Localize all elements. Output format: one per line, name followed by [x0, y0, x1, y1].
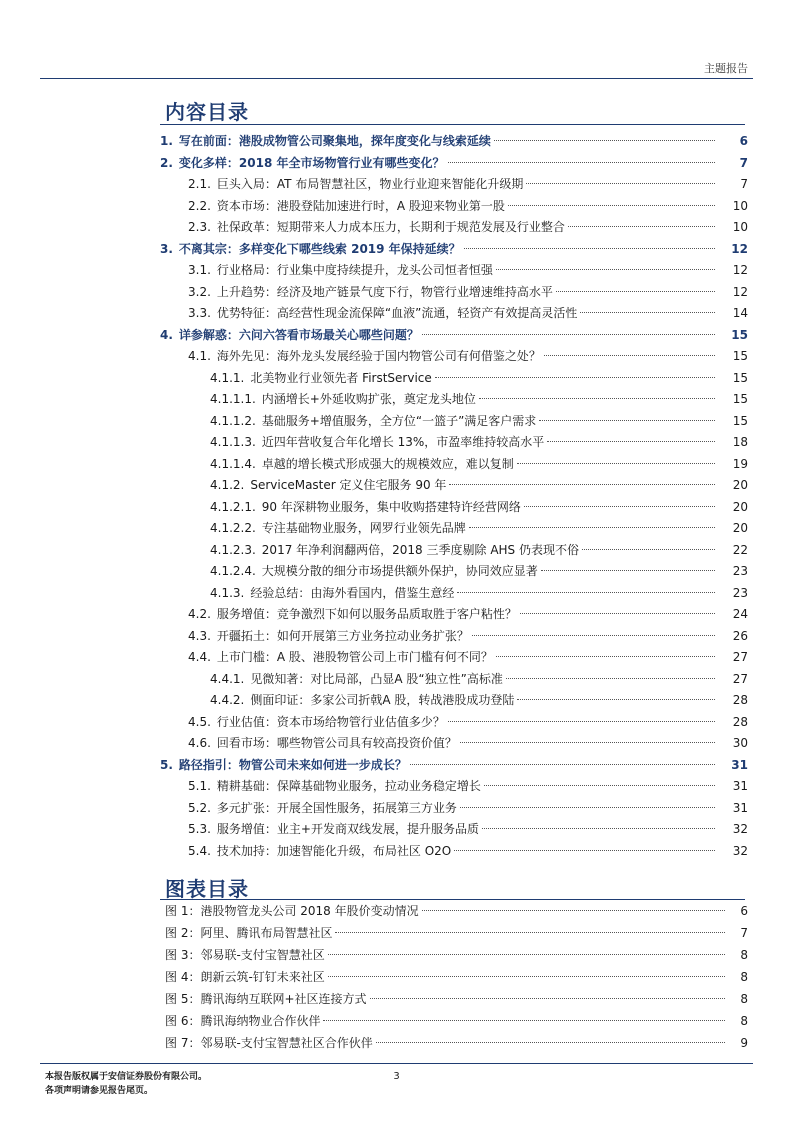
toc-entry-number: 4.1.2.1. [210, 499, 256, 514]
toc-entry-page: 18 [732, 435, 748, 449]
toc-entry-number: 4.1.2.2. [210, 521, 256, 535]
toc-entry-label [160, 239, 461, 261]
toc-title: 内容目录 [165, 100, 249, 124]
toc-entry-number: 4.4.2. [210, 693, 245, 707]
toc-leader-dots [517, 463, 715, 464]
toc-entry-page: 20 [732, 521, 748, 535]
toc-entry-text: 上升趋势：经济及地产链景气度下行，物管行业增速维持高水平 [216, 284, 553, 299]
toc-entry-label [210, 368, 432, 390]
toc-leader-dots [479, 398, 715, 399]
toc-entry-text: 变化多样：2018 年全市场物管行业有哪些变化？ [178, 155, 445, 170]
toc-entry-text: 行业格局：行业集中度持续提升，龙头公司恒者恒强 [216, 263, 493, 277]
toc-entry[interactable] [160, 841, 748, 863]
toc-entry[interactable] [160, 217, 748, 239]
toc-leader-dots [496, 656, 715, 657]
toc-entry-page: 31 [732, 800, 748, 815]
figure-entry-label: 图 5：腾讯海纳互联网+社区连接方式 [165, 992, 367, 1006]
figure-entry-page: 8 [740, 992, 748, 1006]
footer-copyright: 本报告版权属于安信证券股份有限公司。 [45, 1072, 208, 1082]
toc-entry-text: 服务增值：业主+开发商双线发展，提升服务品质 [216, 822, 479, 836]
toc-entry-page: 15 [732, 370, 748, 385]
toc-entry-label [188, 282, 553, 304]
toc-entry-number: 4.1.1. [210, 370, 245, 385]
figure-entry-label: 图 7：邻易联-支付宝智慧社区合作伙伴 [165, 1036, 373, 1050]
toc-leader-dots [526, 183, 715, 184]
toc-entry-number: 4.1.1.1. [210, 392, 256, 406]
toc-leader-dots [539, 420, 715, 421]
toc-entry-number: 4.1.2. [210, 478, 245, 492]
toc-entry-text: 多元扩张：开展全国性服务，拓展第三方业务 [216, 800, 457, 815]
toc-entry-text: 近四年营收复合年化增长 13%，市盈率维持较高水平 [261, 435, 545, 449]
toc-leader-dots [422, 334, 715, 335]
toc-entry[interactable] [160, 561, 748, 583]
toc-entry-page: 10 [732, 220, 748, 234]
toc-leader-dots [469, 527, 715, 528]
toc-entry-label [188, 819, 479, 841]
toc-entry[interactable] [160, 497, 748, 519]
toc-entry-text: 上市门槛：A 股、港股物管公司上市门槛有何不同？ [216, 650, 493, 664]
toc-entry-label [210, 475, 446, 497]
toc-entry[interactable] [160, 755, 748, 777]
header-divider [40, 78, 753, 79]
toc-entry[interactable] [160, 239, 748, 261]
toc-entry[interactable] [160, 583, 748, 605]
toc-entry-number: 4.4. [188, 650, 211, 664]
figure-entry-page: 8 [740, 1014, 748, 1028]
toc-entry-number: 4.1.2.4. [210, 564, 256, 578]
toc-entry-number: 4. [160, 327, 173, 342]
toc-entry-page: 27 [732, 650, 748, 664]
toc-entry-page: 15 [732, 392, 748, 406]
toc-entry-label [188, 174, 523, 196]
footer-divider [40, 1063, 753, 1064]
toc-entry-text: 巨头入局：AT 布局智慧社区，物业行业迎来智能化升级期 [216, 177, 524, 191]
toc-entry-text: 路径指引：物管公司未来如何进一步成长？ [178, 757, 407, 772]
toc-leader-dots [460, 742, 715, 743]
toc-entry-label [188, 346, 541, 368]
toc-title-divider [160, 124, 745, 125]
toc-entry-label [210, 583, 454, 605]
toc-entry-label [210, 518, 466, 540]
toc-entry-page: 15 [731, 327, 748, 342]
toc-entry-label [210, 690, 514, 712]
toc-entry[interactable] [160, 282, 748, 304]
figure-entry[interactable] [165, 922, 748, 944]
toc-entry-number: 4.1.1.2. [210, 413, 256, 428]
toc-entry-label [188, 647, 493, 669]
toc-entry-label [210, 454, 514, 476]
figure-leader-dots [323, 1020, 725, 1021]
toc-entry-number: 3.3. [188, 306, 211, 320]
toc-entry-label [188, 303, 577, 325]
toc-leader-dots [506, 678, 715, 679]
toc-entry[interactable] [160, 174, 748, 196]
figure-leader-dots [370, 998, 725, 999]
figure-leader-dots [328, 976, 725, 977]
toc-entry-page: 26 [732, 628, 748, 643]
toc-entry-number: 4.1.1.4. [210, 456, 256, 471]
toc-entry-label [188, 733, 457, 755]
toc-leader-dots [464, 248, 715, 249]
toc-entry[interactable] [160, 411, 748, 433]
toc-entry[interactable] [160, 303, 748, 325]
toc-entry[interactable] [160, 454, 748, 476]
toc-entry-page: 14 [732, 306, 748, 320]
toc-entry-number: 5.4. [188, 843, 211, 858]
toc-entry[interactable] [160, 432, 748, 454]
toc-entry-page: 27 [732, 671, 748, 686]
toc-entry-text: 技术加持：加速智能化升级，布局社区 O2O [216, 843, 452, 858]
figure-entry-label: 图 4：朗新云筑-钉钉未来社区 [165, 970, 325, 984]
toc-leader-dots [435, 377, 715, 378]
figure-entry-page: 8 [740, 948, 748, 962]
toc-entry[interactable] [160, 196, 748, 218]
toc-entry-text: 卓越的增长模式形成强大的规模效应，难以复制 [261, 456, 514, 471]
toc-entry[interactable] [160, 626, 748, 648]
toc-leader-dots [484, 785, 715, 786]
toc-entry-label [210, 497, 521, 519]
toc-entry-number: 5.2. [188, 800, 211, 815]
figure-entry[interactable] [165, 966, 748, 988]
figure-entry[interactable] [165, 988, 748, 1010]
toc-entry-page: 12 [732, 284, 748, 299]
toc-entry-label [188, 712, 445, 734]
toc-entry[interactable] [160, 819, 748, 841]
toc-leader-dots [544, 355, 715, 356]
toc-leader-dots [541, 570, 715, 571]
toc-entry-page: 20 [732, 478, 748, 492]
toc-entry-page: 24 [732, 607, 748, 621]
toc-entry-page: 12 [732, 263, 748, 277]
toc-entry-page: 10 [732, 198, 748, 213]
toc-entry-text: 侧面印证：多家公司折戟A 股，转战港股成功登陆 [250, 693, 515, 707]
toc-entry-number: 5.1. [188, 779, 211, 793]
toc-entry-number: 4.1. [188, 349, 211, 363]
toc-leader-dots [410, 764, 715, 765]
toc-entry-number: 2.1. [188, 177, 211, 191]
figure-entry-page: 9 [740, 1036, 748, 1050]
figure-leader-dots [376, 1042, 725, 1043]
report-type-label: 主题报告 [704, 62, 748, 75]
toc-entry-number: 4.1.1.3. [210, 435, 256, 449]
toc-entry-label [188, 626, 469, 648]
toc-entry-text: 资本市场：港股登陆加速进行时，A 股迎来物业第一股 [216, 198, 505, 213]
toc-entry-text: 北美物业行业领先者 FirstService [250, 370, 432, 385]
toc-leader-dots [547, 441, 715, 442]
toc-entry-label [160, 755, 407, 777]
toc-entry-text: 见微知著：对比局部，凸显A 股“独立性”高标准 [250, 671, 503, 686]
figure-leader-dots [422, 910, 725, 911]
toc-entry-page: 32 [732, 843, 748, 858]
figure-leader-dots [335, 932, 725, 933]
toc-entry[interactable] [160, 690, 748, 712]
toc-entry[interactable] [160, 647, 748, 669]
toc-entry-number: 2. [160, 155, 173, 170]
toc-entry[interactable] [160, 475, 748, 497]
toc-entry-label [188, 260, 493, 282]
toc-leader-dots [568, 226, 715, 227]
toc-entry[interactable] [160, 798, 748, 820]
toc-entry-number: 3.1. [188, 263, 211, 277]
toc-entry-number: 4.2. [188, 607, 211, 621]
figure-entry[interactable] [165, 900, 748, 922]
toc-entry-number: 4.4.1. [210, 671, 245, 686]
toc-entry[interactable] [160, 733, 748, 755]
toc-entry-number: 4.6. [188, 736, 211, 750]
toc-leader-dots [524, 506, 715, 507]
toc-entry-text: 社保政革：短期带来人力成本压力，长期利于规范发展及行业整合 [216, 220, 565, 234]
toc-entry-text: 2017 年净利润翻两倍，2018 三季度剔除 AHS 仍表现不俗 [261, 542, 579, 557]
toc-entry-text: 不离其宗：多样变化下哪些线索 2019 年保持延续？ [178, 241, 461, 256]
toc-entry-text: 经验总结：由海外看国内，借鉴生意经 [250, 585, 455, 600]
toc-entry-label [210, 561, 538, 583]
toc-leader-dots [494, 140, 715, 141]
footer-notice: 各项声明请参见报告尾页。 [45, 1086, 154, 1096]
toc-entry-page: 19 [732, 456, 748, 471]
toc-entry[interactable] [160, 712, 748, 734]
toc-entry-text: 写在前面：港股成物管公司聚集地，探年度变化与线索延续 [178, 134, 491, 148]
toc-entry-page: 23 [732, 564, 748, 578]
toc-leader-dots [482, 828, 715, 829]
toc-entry-page: 32 [732, 822, 748, 836]
toc-entry-text: 基础服务+增值服务，全方位“一篮子”满足客户需求 [261, 413, 537, 428]
toc-entry-label [210, 389, 476, 411]
toc-entry[interactable] [160, 368, 748, 390]
table-of-contents [160, 131, 748, 862]
toc-entry-page: 30 [732, 736, 748, 750]
toc-entry-number: 5. [160, 757, 173, 772]
toc-entry[interactable] [160, 669, 748, 691]
toc-entry-number: 5.3. [188, 822, 211, 836]
toc-entry-page: 31 [731, 757, 748, 772]
figure-entry-page: 7 [740, 926, 748, 940]
toc-entry-number: 3. [160, 241, 173, 256]
figure-entry-label: 图 1：港股物管龙头公司 2018 年股价变动情况 [165, 904, 419, 918]
toc-entry-text: 大规模分散的细分市场提供额外保护，协同效应显著 [261, 564, 538, 578]
toc-leader-dots [460, 807, 715, 808]
figure-entry-page: 8 [740, 970, 748, 984]
toc-entry-label [160, 325, 419, 347]
toc-entry-number: 4.5. [188, 714, 211, 729]
toc-entry-text: 精耕基础：保障基础物业服务，拉动业务稳定增长 [216, 779, 481, 793]
toc-entry-page: 22 [732, 542, 748, 557]
toc-entry[interactable] [160, 604, 748, 626]
toc-leader-dots [454, 850, 715, 851]
toc-entry-page: 15 [732, 413, 748, 428]
toc-entry-label [210, 411, 536, 433]
toc-entry-label [160, 131, 491, 153]
toc-entry-text: 90 年深耕物业服务，集中收购搭建特许经营网络 [261, 499, 521, 514]
toc-entry-label [188, 604, 517, 626]
figure-entry-label: 图 6：腾讯海纳物业合作伙伴 [165, 1014, 321, 1028]
figure-entry[interactable] [165, 944, 748, 966]
toc-entry-label [188, 776, 481, 798]
toc-leader-dots [472, 635, 715, 636]
toc-entry[interactable] [160, 776, 748, 798]
toc-entry[interactable] [160, 153, 748, 175]
toc-leader-dots [448, 162, 716, 163]
toc-entry-page: 6 [739, 134, 748, 148]
toc-leader-dots [517, 699, 715, 700]
toc-entry-text: 内涵增长+外延收购扩张，奠定龙头地位 [261, 392, 476, 406]
toc-leader-dots [449, 484, 715, 485]
figure-leader-dots [328, 954, 725, 955]
toc-entry[interactable] [160, 131, 748, 153]
toc-entry-page: 28 [732, 693, 748, 707]
toc-entry-page: 12 [731, 241, 748, 256]
toc-entry-text: 服务增值：竞争激烈下如何以服务品质取胜于客户粘性？ [216, 607, 517, 621]
toc-entry-text: 海外先见：海外龙头发展经验于国内物管公司有何借鉴之处？ [216, 349, 541, 363]
toc-entry-text: 专注基础物业服务，网罗行业领先品牌 [261, 521, 466, 535]
figure-entry-page: 6 [740, 904, 748, 918]
toc-leader-dots [556, 291, 715, 292]
toc-entry-text: 回看市场：哪些物管公司具有较高投资价值？ [216, 736, 457, 750]
toc-leader-dots [580, 312, 715, 313]
toc-leader-dots [496, 269, 715, 270]
toc-entry[interactable] [160, 325, 748, 347]
toc-entry-label [188, 798, 457, 820]
toc-leader-dots [448, 721, 715, 722]
figures-title: 图表目录 [165, 877, 249, 901]
toc-entry-page: 7 [740, 177, 748, 191]
toc-entry[interactable] [160, 260, 748, 282]
toc-entry-text: 优势特征：高经营性现金流保障“血液”流通，轻资产有效提高灵活性 [216, 306, 578, 320]
toc-entry-text: 详参解惑：六问六答看市场最关心哪些问题？ [178, 327, 419, 342]
toc-leader-dots [457, 592, 715, 593]
toc-entry-label [210, 540, 579, 562]
toc-entry-number: 4.3. [188, 628, 211, 643]
figure-entry-label: 图 3：邻易联-支付宝智慧社区 [165, 948, 325, 962]
figure-entry-label: 图 2：阿里、腾讯布局智慧社区 [165, 926, 333, 940]
toc-entry[interactable] [160, 389, 748, 411]
toc-entry-page: 20 [732, 499, 748, 514]
toc-entry-text: 行业估值：资本市场给物管行业估值多少？ [216, 714, 445, 729]
toc-entry-text: 开疆拓土：如何开展第三方业务拉动业务扩张？ [216, 628, 469, 643]
figure-list [165, 900, 748, 1054]
toc-entry-number: 2.2. [188, 198, 211, 213]
toc-entry[interactable] [160, 540, 748, 562]
toc-entry-page: 28 [732, 714, 748, 729]
toc-entry[interactable] [160, 518, 748, 540]
toc-entry-label [210, 432, 544, 454]
figure-entry[interactable] [165, 1010, 748, 1032]
toc-leader-dots [520, 613, 715, 614]
toc-entry-page: 23 [732, 585, 748, 600]
toc-entry[interactable] [160, 346, 748, 368]
page-number: 3 [393, 1071, 400, 1082]
toc-entry-number: 1. [160, 134, 173, 148]
toc-entry-label [188, 196, 505, 218]
toc-entry-page: 31 [732, 779, 748, 793]
toc-entry-label [160, 153, 445, 175]
toc-leader-dots [582, 549, 715, 550]
toc-entry-page: 15 [732, 349, 748, 363]
toc-leader-dots [508, 205, 715, 206]
toc-entry-text: ServiceMaster 定义住宅服务 90 年 [250, 478, 447, 492]
toc-entry-number: 3.2. [188, 284, 211, 299]
toc-entry-page: 7 [739, 155, 748, 170]
toc-entry-label [188, 217, 565, 239]
toc-entry-label [210, 669, 503, 691]
toc-entry-number: 4.1.2.3. [210, 542, 256, 557]
figure-entry[interactable] [165, 1032, 748, 1054]
toc-entry-label [188, 841, 451, 863]
toc-entry-number: 4.1.3. [210, 585, 245, 600]
toc-entry-number: 2.3. [188, 220, 211, 234]
